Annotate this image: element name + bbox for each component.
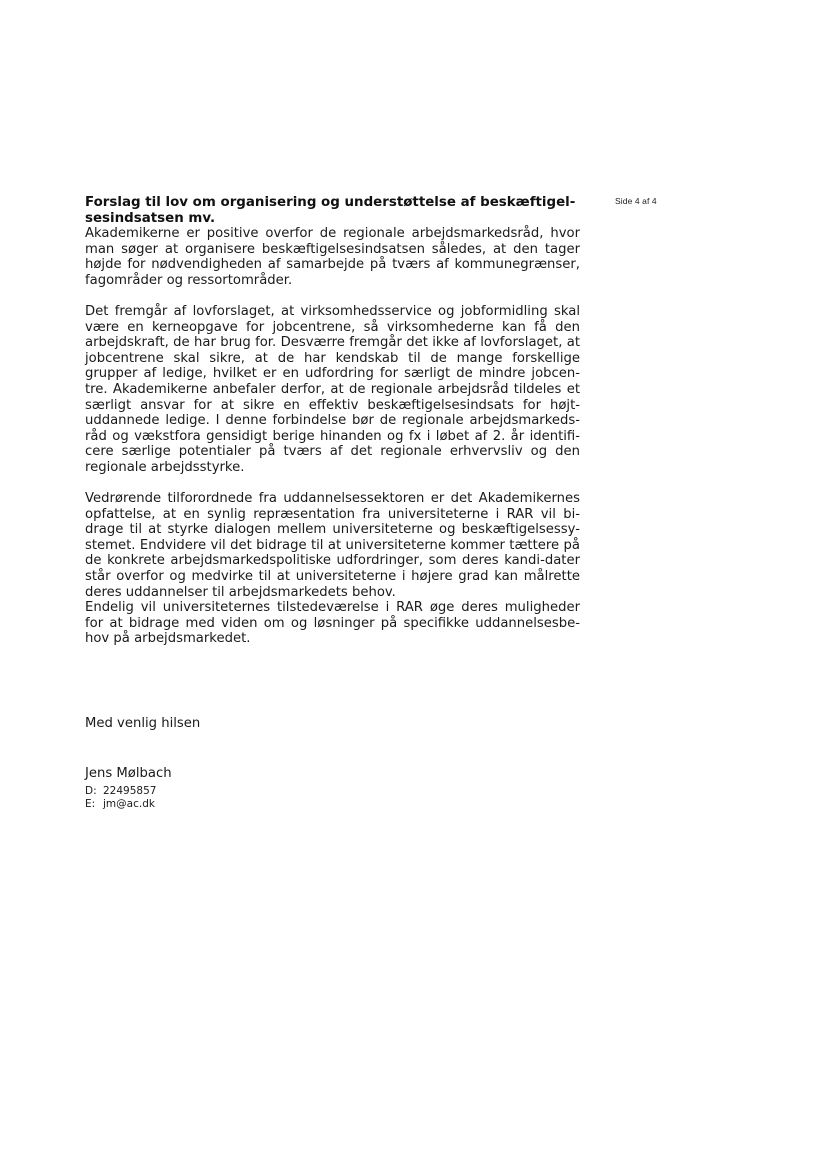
email-line — [85, 798, 156, 811]
email-address: jm@ac.dk — [103, 798, 155, 810]
letter-body — [85, 195, 580, 647]
paragraph-spacer — [85, 476, 580, 492]
paragraph-1: Akademikerne er positive overfor de regionale arbejdsmarkedsråd, hvor man søger at organisere beskæftigelsesindsatsen således, at den tager højde for nødvendigheden af samarbejde på tværs af kommunegrænser, fagområder og ressortområder. — [85, 226, 580, 288]
phone-label: D: — [85, 785, 97, 797]
closing-greeting: Med venlig hilsen — [85, 716, 201, 731]
contact-details — [85, 785, 156, 811]
phone-number: 22495857 — [103, 785, 157, 797]
phone-line — [85, 785, 156, 798]
paragraph-2: Det fremgår af lovforslaget, at virksomhedsservice og jobformidling skal være en kerneopgave for jobcentrene, så virksomhederne kan få den arbejdskraft, de har brug for. Desværre fremgår det ikke af lovforslaget, at jobcentrene skal sikre, at de har kendskab til de mange forskellige grupper af ledige, hvilket er en udfordring for særligt de mindre jobcen-tre. Akademikerne anbefaler derfor, at de regionale arbejdsråd tildeles et særligt ansvar for at sikre en effektiv beskæftigelsesindsats for højt-uddannede ledige. I denne forbindelse bør de regionale arbejdsmarkeds-råd og vækstfora gensidigt berige hinanden og fx i løbet af 2. år identifi-cere særlige potentialer på tværs af det regionale erhvervsliv og den regionale arbejdsstyrke. — [85, 303, 580, 475]
paragraph-3: Vedrørende tilforordnede fra uddannelsessektoren er det Akademikernes opfattelse, at en synlig repræsentation fra universiteterne i RAR vil bi-drage til at styrke dialogen mellem universiteterne og beskæftigelsessy-stemet. Endvidere vil det bidrage til at universiteterne kommer tættere på de konkrete arbejdsmarkedspolitiske udfordringer, som deres kandi-dater står overfor og medvirke til at universiteterne i højere grad kan målrette deres uddannelser til arbejdsmarkedets behov. — [85, 491, 580, 600]
signature-name: Jens Mølbach — [85, 766, 172, 781]
paragraph-spacer — [85, 288, 580, 304]
email-label: E: — [85, 798, 96, 810]
section-heading: Forslag til lov om organisering og understøttelse af beskæftigel-sesindsatsen mv. — [85, 195, 576, 226]
paragraph-4: Endelig vil universiteternes tilstedeværelse i RAR øge deres muligheder for at bidrage med viden om og løsninger på specifikke uddannelsesbe-hov på arbejdsmarkedet. — [85, 600, 580, 647]
page-number: Side 4 af 4 — [615, 196, 657, 206]
